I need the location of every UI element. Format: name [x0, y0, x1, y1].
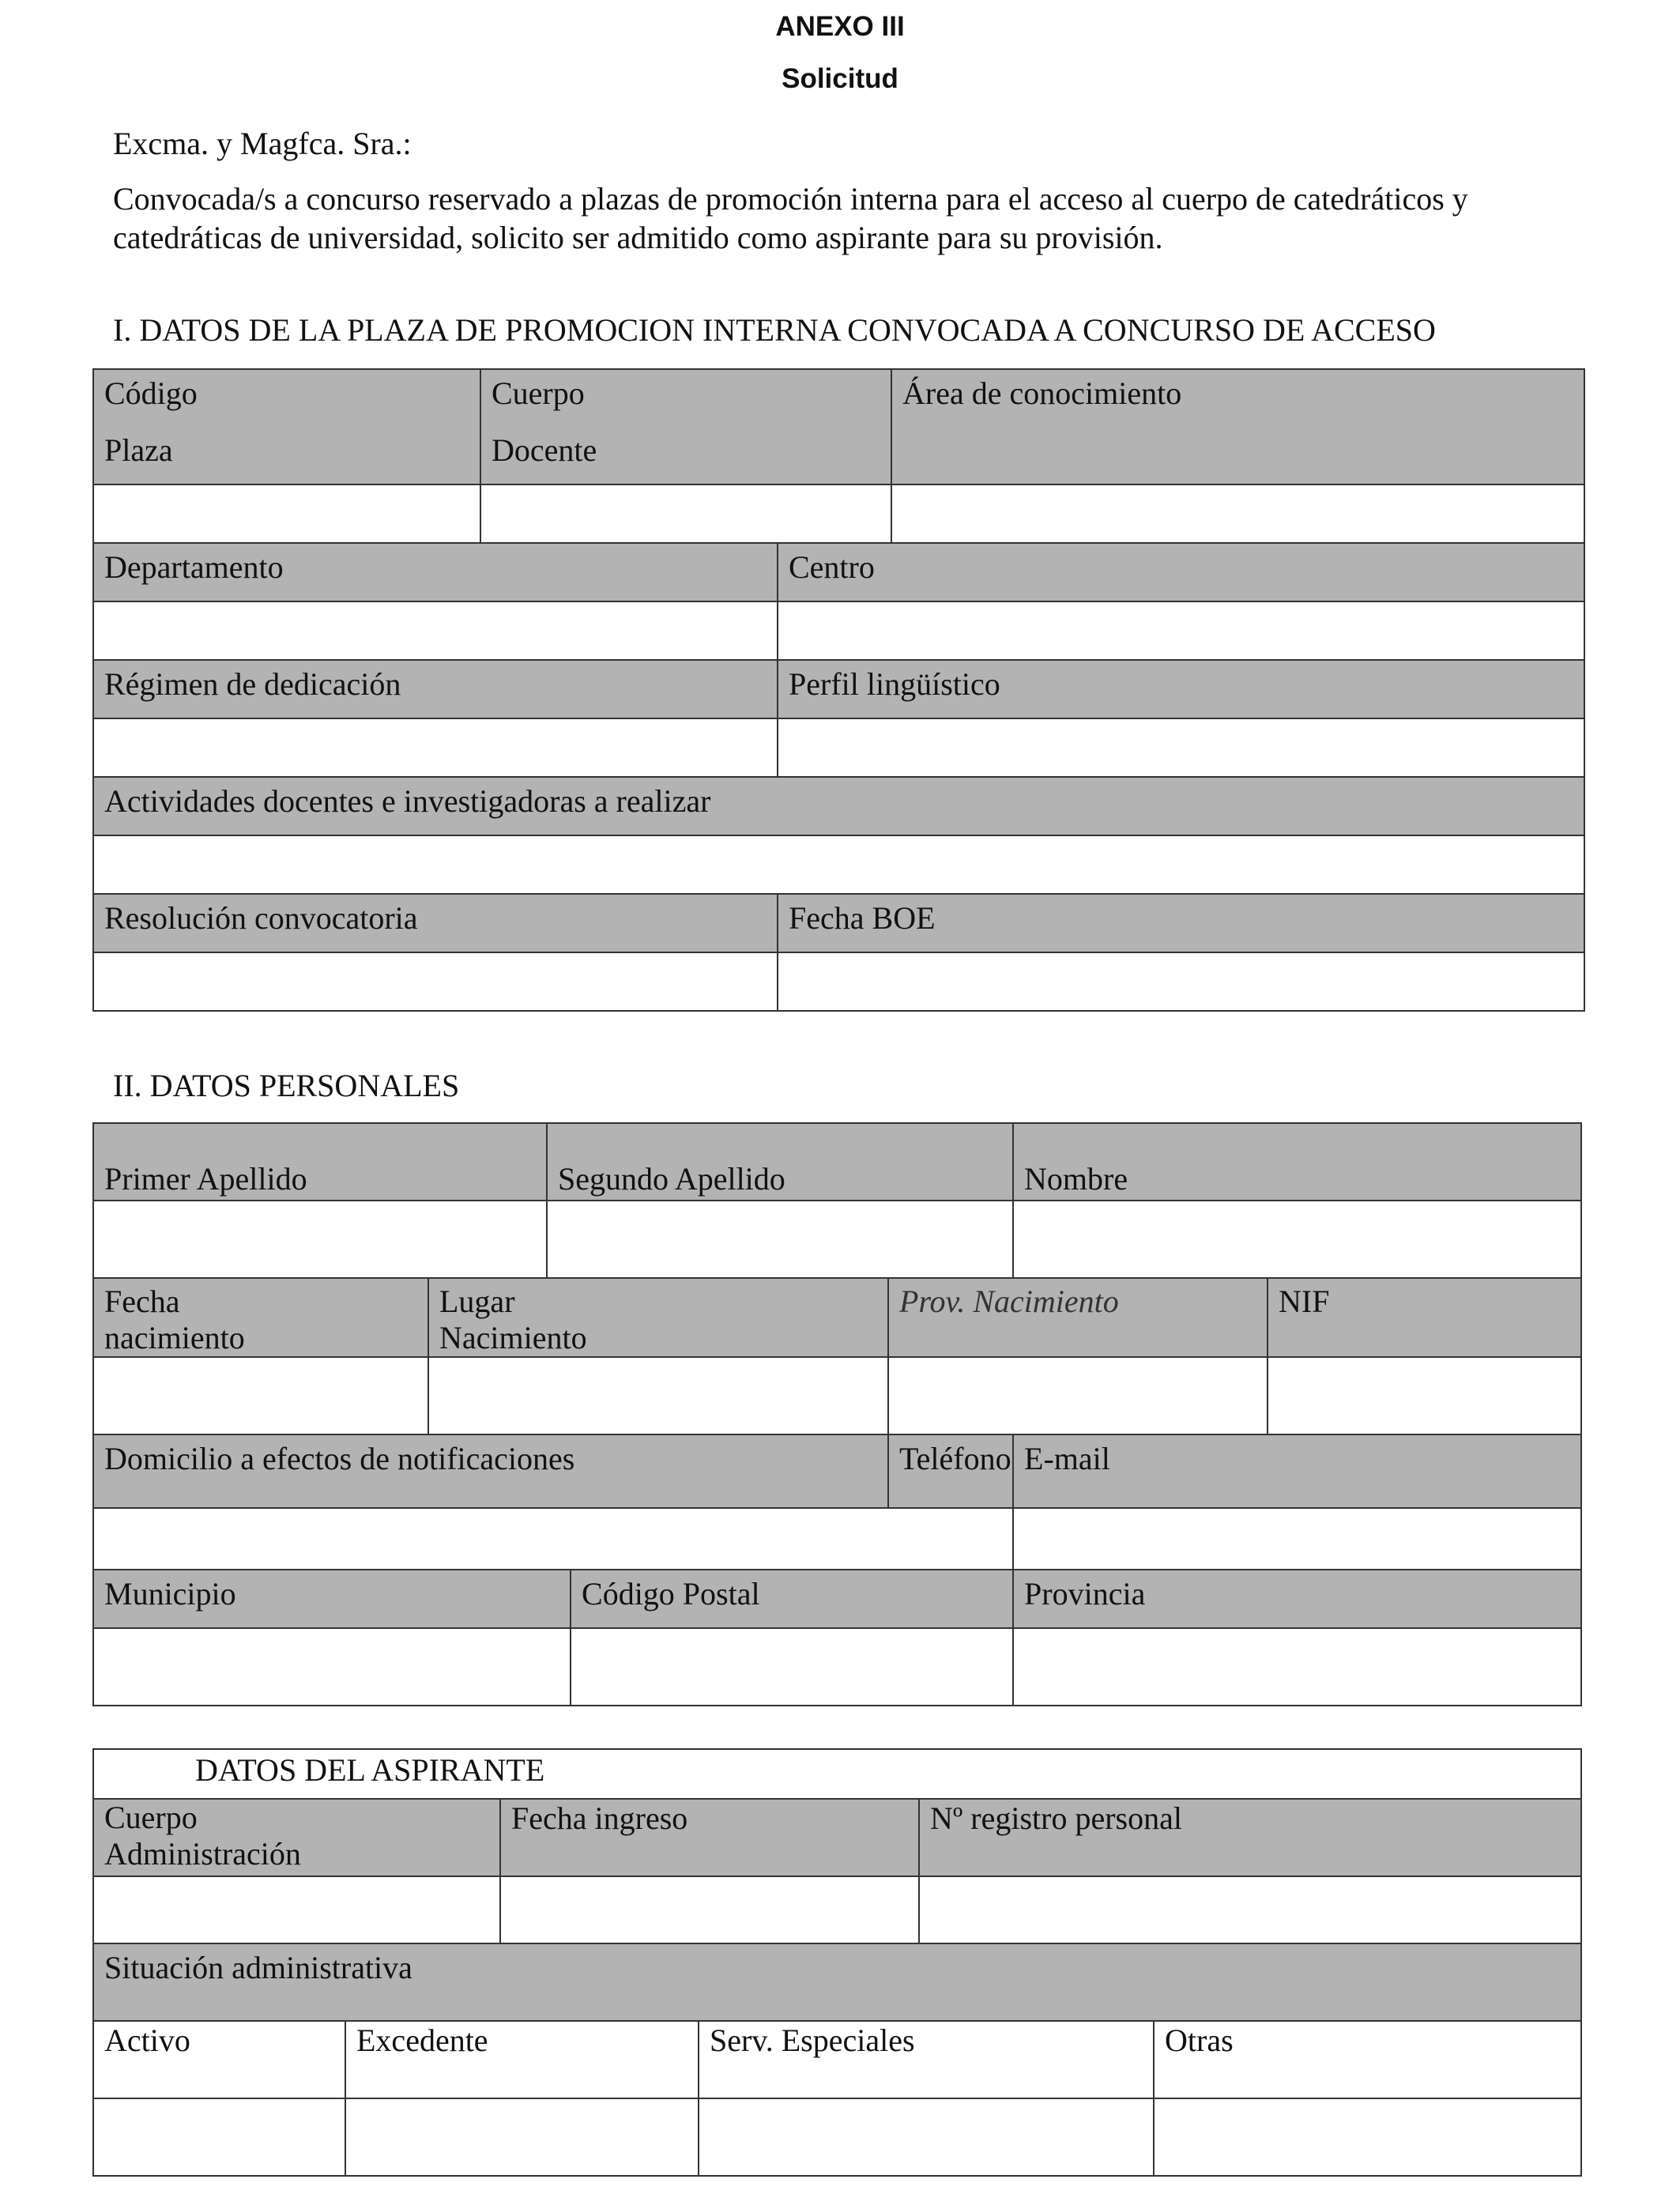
area-label: Área de conocimiento [891, 369, 1584, 484]
perfil-field[interactable] [778, 718, 1584, 777]
regimen-label: Régimen de dedicación [93, 660, 778, 718]
excedente-label: Excedente [345, 2021, 699, 2098]
codigo-plaza-label: Código Plaza [93, 369, 480, 484]
prov-nacimiento-field[interactable] [888, 1357, 1268, 1434]
nombre-field[interactable] [1013, 1201, 1581, 1278]
situacion-label: Situación administrativa [93, 1943, 1581, 2021]
regimen-field[interactable] [93, 718, 778, 777]
serv-especiales-field[interactable] [699, 2098, 1154, 2176]
codigo-postal-label: Código Postal [571, 1570, 1013, 1628]
provincia-label: Provincia [1013, 1570, 1581, 1628]
section3-title: DATOS DEL ASPIRANTE [93, 1749, 1581, 1799]
section2-title: II. DATOS PERSONALES [113, 1068, 460, 1103]
fecha-boe-field[interactable] [778, 952, 1584, 1011]
cuerpo-docente-field[interactable] [480, 484, 891, 543]
nif-field[interactable] [1268, 1357, 1581, 1434]
fecha-ingreso-field[interactable] [500, 1876, 919, 1943]
primer-apellido-field[interactable] [93, 1201, 547, 1278]
departamento-field[interactable] [93, 601, 778, 660]
section1-table [92, 368, 1585, 1012]
domicilio-telefono-field[interactable] [93, 1508, 1013, 1570]
lugar-nacimiento-label: Lugar Nacimiento [428, 1278, 888, 1357]
primer-apellido-label: Primer Apellido [93, 1123, 547, 1201]
segundo-apellido-label: Segundo Apellido [547, 1123, 1013, 1201]
nombre-label: Nombre [1013, 1123, 1581, 1201]
provincia-field[interactable] [1013, 1628, 1581, 1706]
form-subtitle: Solicitud [782, 63, 898, 94]
departamento-label: Departamento [93, 543, 778, 601]
actividades-field[interactable] [93, 835, 1584, 894]
fecha-boe-label: Fecha BOE [778, 894, 1584, 952]
prov-nacimiento-label: Prov. Nacimiento [888, 1278, 1268, 1357]
otras-label: Otras [1154, 2021, 1581, 2098]
area-field[interactable] [891, 484, 1584, 543]
annex-heading: ANEXO III [775, 11, 905, 42]
codigo-postal-field[interactable] [571, 1628, 1013, 1706]
email-field[interactable] [1013, 1508, 1581, 1570]
activo-label: Activo [93, 2021, 345, 2098]
section2-table [92, 1122, 1582, 1706]
activo-field[interactable] [93, 2098, 345, 2176]
municipio-field[interactable] [93, 1628, 571, 1706]
excedente-field[interactable] [345, 2098, 699, 2176]
fecha-nacimiento-label: Fecha nacimiento [93, 1278, 428, 1357]
perfil-label: Perfil lingüístico [778, 660, 1584, 718]
segundo-apellido-field[interactable] [547, 1201, 1013, 1278]
section3-table [92, 1748, 1582, 2177]
section1-title: I. DATOS DE LA PLAZA DE PROMOCION INTERNA CONVOCADA A CONCURSO DE ACCESO [113, 312, 1436, 348]
domicilio-label: Domicilio a efectos de notificaciones [93, 1434, 888, 1508]
fecha-nacimiento-field[interactable] [93, 1357, 428, 1434]
lugar-nacimiento-field[interactable] [428, 1357, 888, 1434]
centro-label: Centro [778, 543, 1584, 601]
telefono-label: Teléfono [888, 1434, 1013, 1508]
registro-label: Nº registro personal [919, 1799, 1581, 1876]
cuerpo-docente-label: Cuerpo Docente [480, 369, 891, 484]
resolucion-field[interactable] [93, 952, 778, 1011]
otras-field[interactable] [1154, 2098, 1581, 2176]
intro-line-2: catedráticas de universidad, solicito ser admitido como aspirante para su provisión. [113, 220, 1163, 255]
salutation: Excma. y Magfca. Sra.: [113, 126, 412, 161]
municipio-label: Municipio [93, 1570, 571, 1628]
serv-especiales-label: Serv. Especiales [699, 2021, 1154, 2098]
centro-field[interactable] [778, 601, 1584, 660]
registro-field[interactable] [919, 1876, 1581, 1943]
email-label: E-mail [1013, 1434, 1581, 1508]
cuerpo-administracion-label: Cuerpo Administración [93, 1799, 500, 1876]
codigo-plaza-field[interactable] [93, 484, 480, 543]
fecha-ingreso-label: Fecha ingreso [500, 1799, 919, 1876]
nif-label: NIF [1268, 1278, 1581, 1357]
actividades-label: Actividades docentes e investigadoras a realizar [93, 777, 1584, 835]
cuerpo-administracion-field[interactable] [93, 1876, 500, 1943]
intro-line-1: Convocada/s a concurso reservado a plazas de promoción interna para el acceso al cuerpo de catedráticos y [113, 181, 1468, 217]
resolucion-label: Resolución convocatoria [93, 894, 778, 952]
